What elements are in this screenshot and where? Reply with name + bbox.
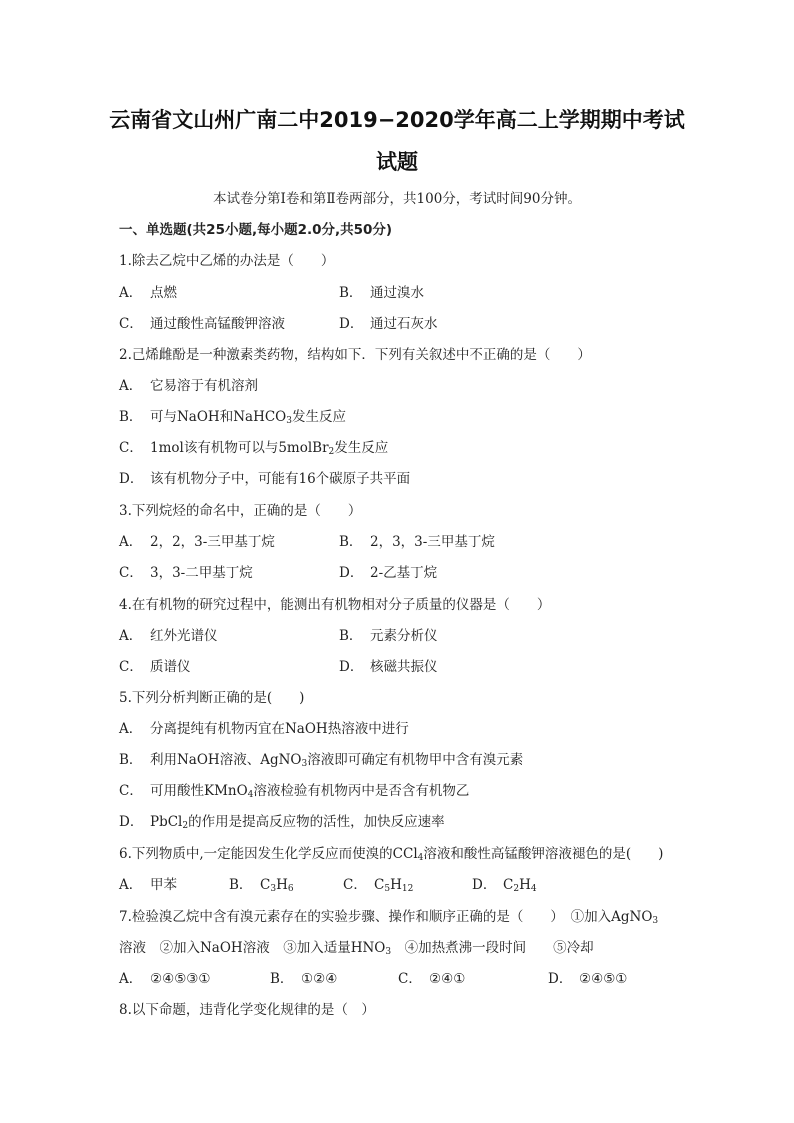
- title-line-2: 试题: [376, 150, 418, 174]
- q2-option-a: A． 它易溶于有机溶剂: [119, 378, 258, 394]
- question-7-stem: 7.检验溴乙烷中含有溴元素存在的实验步骤、操作和顺序正确的是（ ） ①加入AgNO$_3$: [119, 909, 659, 926]
- q1-option-a: A． 点燃: [119, 285, 177, 301]
- title-line-1: 云南省文山州广南二中2019−2020学年高二上学期期中考试: [109, 108, 685, 132]
- q2-option-c: C． 1mol该有机物可以与5molBr$_2$发生反应: [119, 440, 389, 457]
- q7-option-d: D． ②④⑤①: [548, 971, 628, 987]
- q6-option-c: C． $C_5H_{12}$: [343, 877, 414, 894]
- q4-option-c: C． 质谱仪: [119, 659, 191, 675]
- q2-option-b: B． 可与NaOH和NaHCO$_3$发生反应: [119, 409, 346, 426]
- q6-option-a: A． 甲苯: [119, 877, 177, 893]
- intro-text: 本试卷分第Ⅰ卷和第Ⅱ卷两部分，共100分，考试时间90分钟。: [213, 191, 581, 207]
- question-5-stem: 5.下列分析判断正确的是( ): [119, 690, 305, 706]
- question-4-stem: 4.在有机物的研究过程中，能测出有机物相对分子质量的仪器是（ ）: [119, 597, 551, 613]
- q2-option-d: D． 该有机物分子中，可能有16个碳原子共平面: [119, 471, 411, 487]
- q3-option-c: C． 3，3-二甲基丁烷: [119, 565, 253, 581]
- section-heading: 一、单选题(共25小题,每小题2.0分,共50分): [119, 222, 393, 238]
- q6-option-d: D． $C_2H_4$: [472, 877, 537, 894]
- q7-option-a: A． ②④⑤③①: [119, 971, 211, 987]
- q3-option-a: A． 2，2，3-三甲基丁烷: [119, 534, 275, 550]
- q4-option-d: D． 核磁共振仪: [339, 659, 438, 675]
- question-8-stem: 8.以下命题，违背化学变化规律的是（ ）: [119, 1002, 375, 1018]
- q5-option-c: C． 可用酸性KMnO$_4$溶液检验有机物丙中是否含有机物乙: [119, 783, 470, 800]
- question-3-stem: 3.下列烷烃的命名中，正确的是（ ）: [119, 503, 362, 519]
- q5-option-b: B． 利用NaOH溶液、AgNO$_3$溶液即可确定有机物甲中含有溴元素: [119, 752, 524, 769]
- q7-option-b: B． ①②④: [270, 971, 338, 987]
- q5-option-d: D． PbCl$_2$的作用是提高反应物的活性，加快反应速率: [119, 814, 445, 831]
- q3-option-d: D． 2-乙基丁烷: [339, 565, 438, 581]
- q7-option-c: C． ②④①: [398, 971, 466, 987]
- q3-option-b: B． 2，3，3-三甲基丁烷: [339, 534, 495, 550]
- q4-option-a: A． 红外光谱仪: [119, 628, 218, 644]
- question-2-stem: 2.己烯雌酚是一种激素类药物，结构如下．下列有关叙述中不正确的是（ ）: [119, 347, 591, 363]
- q5-option-a: A． 分离提纯有机物丙宜在NaOH热溶液中进行: [119, 721, 409, 737]
- q1-option-d: D． 通过石灰水: [339, 316, 438, 332]
- question-7-stem-line2: 溶液 ②加入NaOH溶液 ③加入适量$HNO_3$ ④加热煮沸一段时间 ⑤冷却: [119, 940, 594, 957]
- q1-option-c: C． 通过酸性高锰酸钾溶液: [119, 316, 285, 332]
- q1-option-b: B． 通过溴水: [339, 285, 424, 301]
- question-6-stem: 6.下列物质中,一定能因发生化学反应而使溴的CCl$_4$溶液和酸性高锰酸钾溶液褪色的是( ): [119, 846, 664, 863]
- q4-option-b: B． 元素分析仪: [339, 628, 438, 644]
- q6-option-b: B． $C_3H_6$: [229, 877, 294, 894]
- question-1-stem: 1.除去乙烷中乙烯的办法是（ ）: [119, 253, 335, 269]
